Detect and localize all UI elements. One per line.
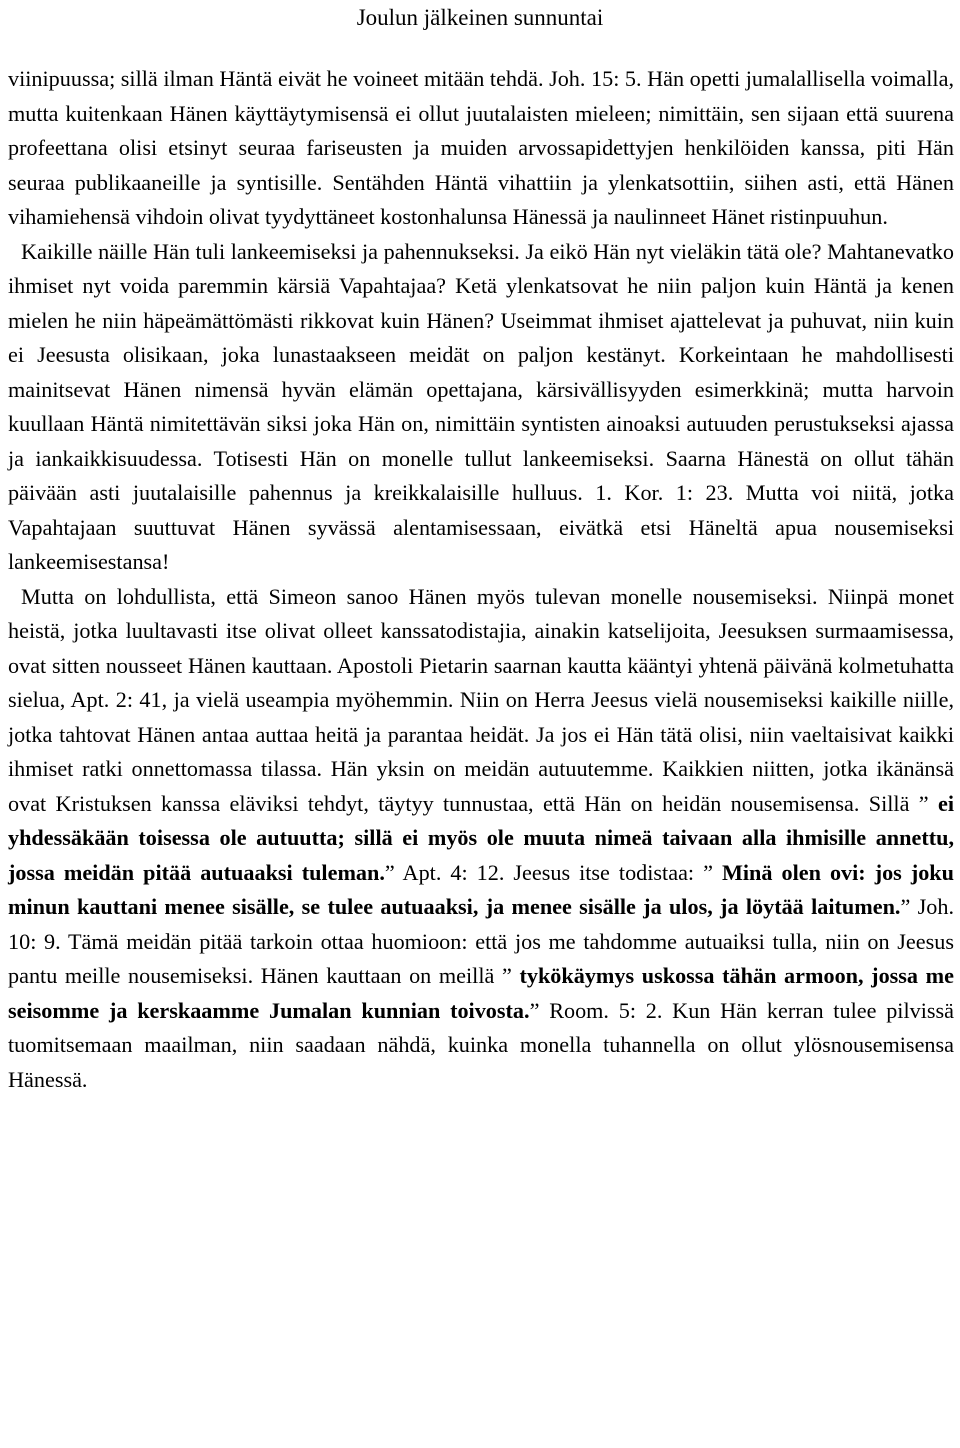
paragraph-text: ” Room. 5: 2. Kun Hän kerran tulee pilvissä tuomitsemaan maailman, niin saadaan nähdä, kuinka monella tuhannella on ollut ylösnousemisensa Hänessä. — [8, 997, 954, 1092]
page-title: Joulun jälkeinen sunnuntai — [356, 5, 604, 30]
paragraph-text: ” Joh. 10: 9. Tämä meidän pitää tarkoin ottaa huomioon: että jos me tahdomme autuaiksi tulla, niin on Jeesus pantu meille nousemiseksi. Hänen kauttaan on meillä ” — [8, 894, 954, 988]
paragraph-text: Kaikille näille Hän tuli lankeemiseksi ja pahennukseksi. Ja eikö Hän nyt vieläkin tätä ole? Mahtanevatko ihmiset nyt voida paremmin kärsiä Vapahtajaa? Ketä ylenkatsovat he niin paljon kuin Häntä ja kenen mielen he niin häpeämättömästi rikkovat kuin Hänen? Useimmat ihmiset ajattelevat ja puhuvat, niin kuin ei Jeesusta olisikaan, joka lunastaakseen meidät on paljon kestänyt. Korkeintaan he mahdollisesti mainitsevat Hänen nimensä hyvän elämän opettajana, kärsivällisyyden esimerkkinä; mutta harvoin kuullaan Häntä nimitettävän siksi joka Hän on, nimittäin syntisten ainoaksi autuuden perustukseksi ajassa ja iankaikkisuudessa. Totisesti Hän on monelle tullut lankeemiseksi. Saarna Hänestä on ollut tähän päivään asti juutalaisille pahennus ja kreikkalaisille hulluus. 1. Kor. 1: 23. Mutta voi niitä, jotka Vapahtajaan suuttuvat Hänen syvässä alentamisessaan, eivätkä etsi Häneltä apua nousemiseksi lankeemisestansa! — [8, 238, 954, 574]
paragraph-1 — [8, 62, 954, 235]
bold-scripture-quote: Minä olen ovi: jos joku minun kauttani menee sisälle, se tulee autuaaksi, ja menee sisälle ja ulos, ja löytää laitumen. — [8, 859, 954, 919]
paragraph-2 — [8, 235, 954, 580]
bold-scripture-quote: tykökäymys uskossa tähän armoon, jossa me seisomme ja kerskaamme Jumalan kunnian toivosta. — [8, 963, 954, 1023]
body-text — [8, 62, 954, 1097]
paragraph-3 — [8, 580, 954, 1098]
paragraph-text: Mutta on lohdullista, että Simeon sanoo Hänen myös tulevan monelle nousemiseksi. Niinpä monet heistä, jotka luultavasti itse olivat olleet kanssatodistajia, ainakin katselijoita, Jeesuksen surmaamisessa, ovat sitten nousseet Hänen kauttaan. Apostoli Pietarin saarnan kautta kääntyi yhtenä päivänä kolmetuhatta sielua, Apt. 2: 41, ja vielä useampia myöhemmin. Niin on Herra Jeesus vielä nousemiseksi kaikille niille, jotka tahtovat Hänen antaa auttaa heitä ja parantaa heidät. Ja jos ei Hän tätä olisi, niin vaeltaisivat kaikki ihmiset ratki onnettomassa tilassa. Hän yksin on meidän autuutemme. Kaikkien niitten, jotka ikänänsä ovat Kristuksen kanssa eläviksi tehdyt, täytyy tunnustaa, että Hän on heidän nousemisensa. Sillä ” — [8, 583, 954, 816]
paragraph-text: viinipuussa; sillä ilman Häntä eivät he voineet mitään tehdä. Joh. 15: 5. Hän opetti jumalallisella voimalla, mutta kuitenkaan Hänen käyttäytymisensä ei ollut juutalaisten mieleen; nimittäin, sen sijaan että suurena profeettana olisi etsinyt seuraa fariseusten ja muiden arvossapidettyjen henkilöiden kanssa, piti Hän seuraa publikaaneille ja syntisille. Sentähden Häntä vihattiin ja ylenkatsottiin, siihen asti, että Hänen vihamiehensä vihdoin olivat tyydyttäneet kostonhalunsa Hänessä ja naulinneet Hänet ristinpuuhun. — [8, 66, 954, 229]
bold-scripture-quote: ei yhdessäkään toisessa ole autuutta; sillä ei myös ole muuta nimeä taivaan alla ihmisille annettu, jossa meidän pitää autuaaksi tuleman. — [8, 790, 954, 885]
paragraph-text: ” Apt. 4: 12. Jeesus itse todistaa: ” — [384, 859, 722, 885]
